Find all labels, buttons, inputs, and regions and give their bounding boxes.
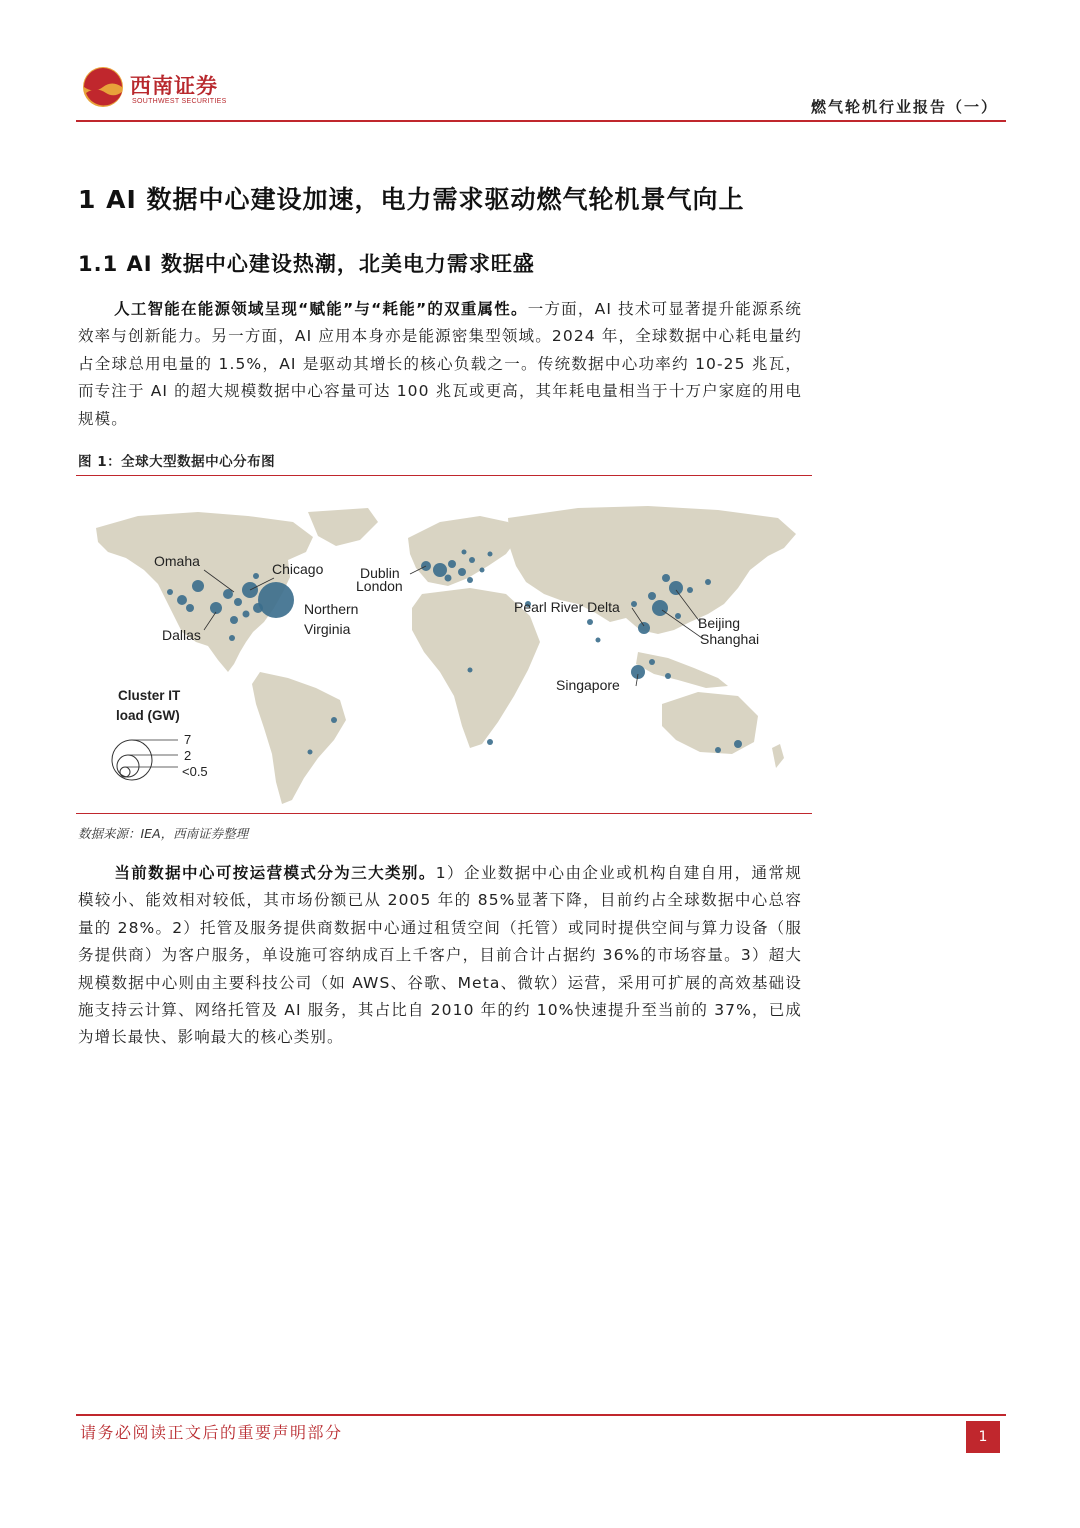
bubble-us-east-1 [253, 603, 263, 613]
bubble-pearl-river-delta [638, 622, 650, 634]
logo-text-en: SOUTHWEST SECURITIES [132, 98, 227, 105]
figure-source: 数据来源：IEA，西南证券整理 [78, 826, 249, 841]
label-northern: Northern [304, 601, 359, 617]
label-virginia: Virginia [304, 621, 351, 637]
legend-value-05: <0.5 [182, 764, 208, 779]
bubble-eu-4 [469, 557, 475, 563]
paragraph-2 [78, 860, 802, 1052]
new-zealand-landmass [772, 744, 784, 768]
figure-bottom-rule [76, 813, 812, 814]
bubble-sa-1 [331, 717, 337, 723]
label-omaha: Omaha [154, 553, 200, 569]
bubble-singapore [631, 665, 645, 679]
bubble-china-1 [662, 574, 670, 582]
report-title: 燃气轮机行业报告（一） [810, 98, 998, 116]
bubble-us-nw [167, 589, 173, 595]
southeast-asia-islands [636, 652, 728, 688]
legend-value-2: 2 [184, 748, 192, 763]
bubble-eu-6 [480, 568, 485, 573]
bubble-china-2 [648, 592, 656, 600]
bubble-eu-3 [445, 575, 452, 582]
bubble-sea-1 [649, 659, 655, 665]
bubble-australia-1 [734, 740, 742, 748]
bubble-eu-1 [448, 560, 456, 568]
bubble-africa-2 [468, 668, 473, 673]
section-heading-1-1: 1.1 AI 数据中心建设热潮，北美电力需求旺盛 [78, 252, 535, 276]
label-chicago: Chicago [272, 561, 324, 577]
greenland-landmass [308, 508, 378, 546]
label-beijing: Beijing [698, 615, 741, 631]
bubble-london [433, 563, 447, 577]
bubble-mexico [229, 635, 235, 641]
bubble-shanghai [652, 600, 668, 616]
paragraph-1-body: 一方面，AI 技术可显著提升能源系统效率与创新能力。另一方面，AI 应用本身亦是能源密集型领域。2024 年，全球数据中心耗电量约占全球总用电量的 1.5%，AI 是驱动其增长的核心负载之一。传统数据中心功率约 10-25 兆瓦，而专注于 AI 的超大规模数据中心容量可达 100 兆瓦或更高，其年耗电量相当于十万户家庭的用电规模。 [78, 300, 802, 428]
logo-text-cn: 西南证券 [130, 73, 218, 98]
section-heading-1: 1 AI 数据中心建设加速，电力需求驱动燃气轮机景气向上 [78, 185, 745, 214]
bubble-eu-8 [488, 552, 493, 557]
legend-title-line1: Cluster IT [118, 688, 181, 703]
bubble-us-west-1 [177, 595, 187, 605]
header-divider [76, 120, 1006, 122]
bubble-omaha [192, 580, 204, 592]
bubble-beijing [669, 581, 683, 595]
bubble-us-south-1 [230, 616, 238, 624]
paragraph-1-lead: 人工智能在能源领域呈现“赋能”与“耗能”的双重属性。 [114, 300, 528, 318]
bubble-eu-5 [467, 577, 473, 583]
bubble-sa-2 [308, 750, 313, 755]
bubble-china-4 [675, 613, 681, 619]
bubble-sea-2 [665, 673, 671, 679]
legend-value-7: 7 [184, 732, 192, 747]
bubble-australia-2 [715, 747, 721, 753]
australia-landmass [662, 692, 758, 754]
bubble-china-3 [631, 601, 637, 607]
world-map-graphic [78, 482, 812, 810]
label-dublin: Dublin [360, 565, 400, 581]
figure-caption: 图 1：全球大型数据中心分布图 [78, 454, 276, 470]
logo-emblem-icon [82, 66, 124, 108]
bubble-us-west-2 [186, 604, 194, 612]
bubble-india-2 [596, 638, 601, 643]
bubble-eu-2 [458, 568, 466, 576]
south-america-landmass [252, 672, 346, 804]
footer-disclaimer: 请务必阅读正文后的重要声明部分 [80, 1423, 343, 1442]
bubble-us-central-2 [234, 598, 242, 606]
bubble-india [587, 619, 593, 625]
company-logo [82, 64, 242, 112]
paragraph-2-body: 1）企业数据中心由企业或机构自建自用，通常规模较小、能效相对较低，其市场份额已从 2005 年的 85%显著下降，目前约占全球数据中心总容量的 28%。2）托管及服务提供商数据中心通过租赁空间（托管）或同时提供空间与算力设备（服务提供商）为客户服务，单设施可容纳成百上千客户，目前合计占据约 36%的市场容量。3）超大规模数据中心则由主要科技公司（如 AWS、谷歌、Meta、微软）运营，采用可扩展的高效基础设施支持云计算、网络托管及 AI 服务，其占比自 2010 年的约 10%快速提升至当前的 37%，已成为增长最快、影响最大的核心类别。 [78, 864, 802, 1047]
label-dallas: Dallas [162, 627, 201, 643]
label-singapore: Singapore [556, 677, 620, 693]
bubble-northern-virginia [258, 582, 294, 618]
label-london: London [356, 578, 403, 594]
continents [96, 506, 796, 804]
footer-divider [76, 1414, 1006, 1416]
bubble-us-south-2 [243, 611, 250, 618]
bubble-japan [705, 579, 711, 585]
legend-circle-05 [120, 767, 130, 777]
page-number: 1 [966, 1421, 1000, 1453]
label-shanghai: Shanghai [700, 631, 760, 647]
paragraph-1 [78, 296, 802, 433]
legend-title-line2: load (GW) [116, 708, 180, 723]
figure-top-rule [76, 475, 812, 476]
legend-circle-7 [112, 740, 152, 780]
label-pearl-river-delta: Pearl River Delta [514, 599, 620, 615]
world-datacenter-map [78, 482, 812, 810]
bubble-size-legend [112, 688, 208, 780]
bubble-eu-7 [462, 550, 467, 555]
bubble-africa-1 [487, 739, 493, 745]
bubble-canada [253, 573, 259, 579]
bubble-korea [687, 587, 693, 593]
paragraph-2-lead: 当前数据中心可按运营模式分为三大类别。 [114, 864, 436, 882]
